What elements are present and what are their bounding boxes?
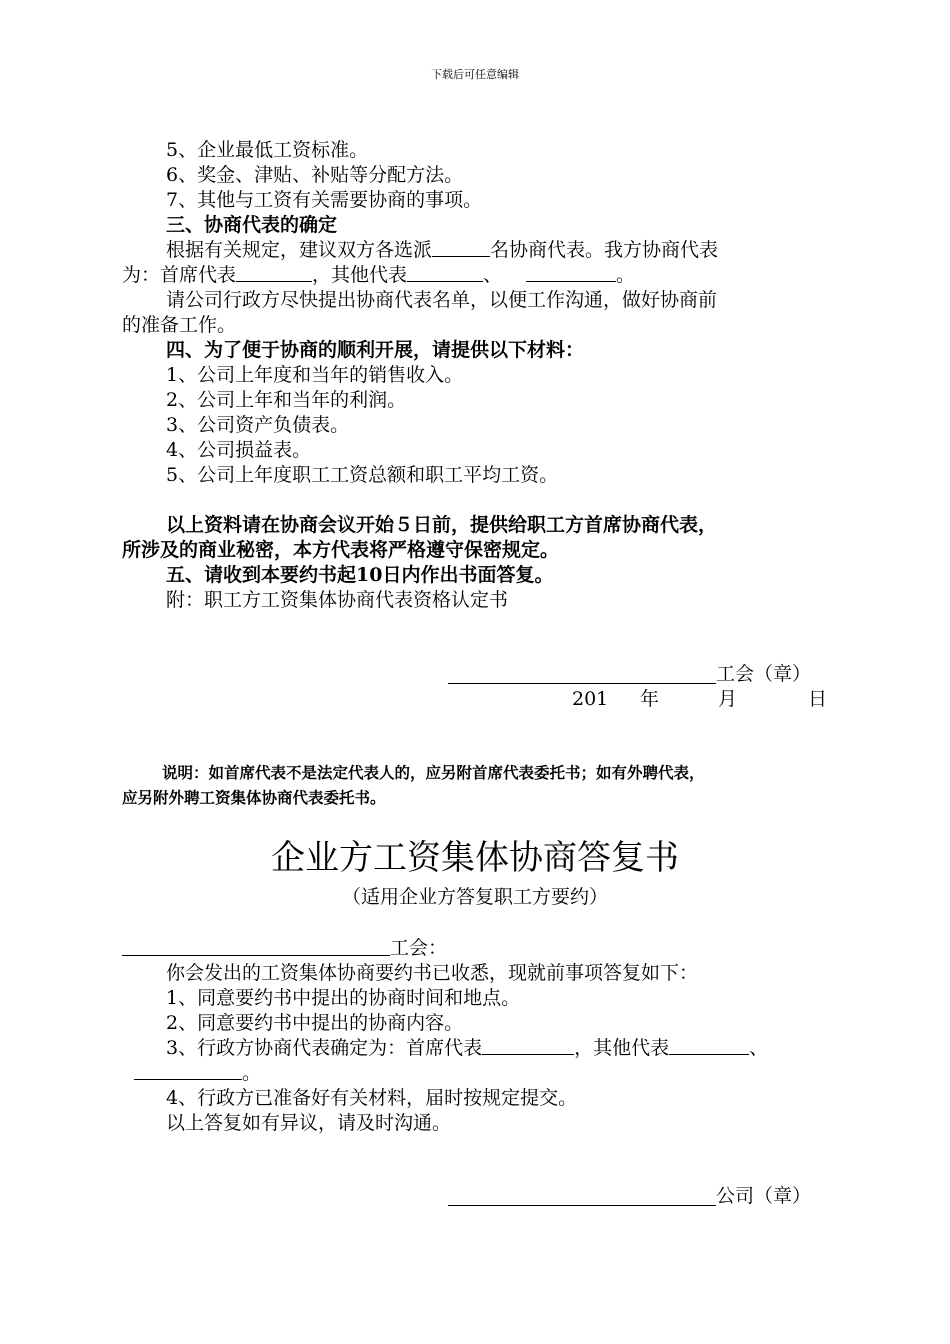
admin-other-rep-blank-2[interactable] (134, 1061, 242, 1080)
reply-subtitle: （适用企业方答复职工方要约） (341, 886, 608, 908)
company-signature-line[interactable] (448, 1205, 716, 1206)
reply-closing: 以上答复如有异议，请及时沟通。 (166, 1112, 452, 1134)
material-item-5: 5、公司上年度职工工资总额和职工平均工资。 (166, 464, 559, 486)
admin-chief-rep-blank[interactable] (482, 1036, 574, 1055)
text: ，其他代表 (574, 1037, 670, 1059)
text: ，其他代表 (312, 264, 408, 286)
text: 根据有关规定，建议双方各选派 (166, 239, 433, 261)
text: 、 (749, 1037, 769, 1059)
union-name-blank[interactable] (122, 955, 390, 956)
text: 。 (242, 1062, 262, 1084)
material-item-1: 1、公司上年度和当年的销售收入。 (166, 364, 464, 386)
text: 。 (616, 264, 636, 286)
reply-item-1: 1、同意要约书中提出的协商时间和地点。 (166, 987, 521, 1009)
reply-title: 企业方工资集体协商答复书 (271, 838, 679, 878)
reply-intro: 你会发出的工资集体协商要约书已收悉，现就前事项答复如下： (166, 962, 699, 984)
section-5-heading: 五、请收到本要约书起10日内作出书面答复。 (166, 564, 554, 586)
note-line2: 应另附外聘工资集体协商代表委托书。 (122, 788, 386, 807)
date-year-label: 年 (640, 688, 660, 710)
confidentiality-line2: 所涉及的商业秘密，本方代表将严格遵守保密规定。 (122, 539, 560, 561)
reply-item-3 (166, 1035, 768, 1061)
material-item-4: 4、公司损益表。 (166, 439, 312, 461)
chief-rep-blank[interactable] (236, 263, 312, 282)
section-3-paragraph-line2 (122, 262, 635, 288)
text: 3、行政方协商代表确定为：首席代表 (166, 1037, 483, 1059)
item-7-other: 7、其他与工资有关需要协商的事项。 (166, 189, 483, 211)
text: 、 (483, 264, 503, 286)
company-seal-label: 公司（章） (716, 1185, 812, 1207)
admin-other-rep-blank-1[interactable] (669, 1036, 749, 1055)
page-header-note: 下载后可任意编辑 (431, 68, 519, 81)
date-day-label: 日 (808, 688, 828, 710)
other-rep-blank-2[interactable] (526, 263, 616, 282)
section-3-paragraph-line1 (166, 237, 718, 263)
text: 名协商代表。我方协商代表 (490, 239, 719, 261)
material-item-2: 2、公司上年和当年的利润。 (166, 389, 407, 411)
reply-item-4: 4、行政方已准备好有关材料，届时按规定提交。 (166, 1087, 578, 1109)
addressee-label: 工会： (390, 937, 448, 959)
material-item-3: 3、公司资产负债表。 (166, 414, 350, 436)
item-6-bonus: 6、奖金、津贴、补贴等分配方法。 (166, 164, 464, 186)
date-month-label: 月 (718, 688, 738, 710)
other-rep-blank-1[interactable] (407, 263, 483, 282)
section-3-heading: 三、协商代表的确定 (166, 214, 338, 236)
section-4-heading: 四、为了便于协商的顺利开展，请提供以下材料： (166, 339, 585, 361)
union-seal-label: 工会（章） (716, 663, 812, 685)
attachment-line: 附：职工方工资集体协商代表资格认定书 (166, 589, 509, 611)
reply-item-2: 2、同意要约书中提出的协商内容。 (166, 1012, 464, 1034)
note-line1: 说明：如首席代表不是法定代表人的，应另附首席代表委托书；如有外聘代表， (162, 763, 705, 782)
item-5-wage-standard: 5、企业最低工资标准。 (166, 139, 369, 161)
section-3-paragraph2-line2: 的准备工作。 (122, 314, 237, 336)
confidentiality-line1: 以上资料请在协商会议开始５日前，提供给职工方首席协商代表， (166, 514, 718, 536)
section-3-paragraph2-line1: 请公司行政方尽快提出协商代表名单，以便工作沟通，做好协商前 (166, 289, 718, 311)
date-year: 201 (572, 688, 609, 710)
rep-count-blank[interactable] (432, 238, 490, 257)
text: 为：首席代表 (122, 264, 237, 286)
reply-item-3-continued (134, 1060, 261, 1086)
union-signature-line[interactable] (448, 683, 716, 684)
